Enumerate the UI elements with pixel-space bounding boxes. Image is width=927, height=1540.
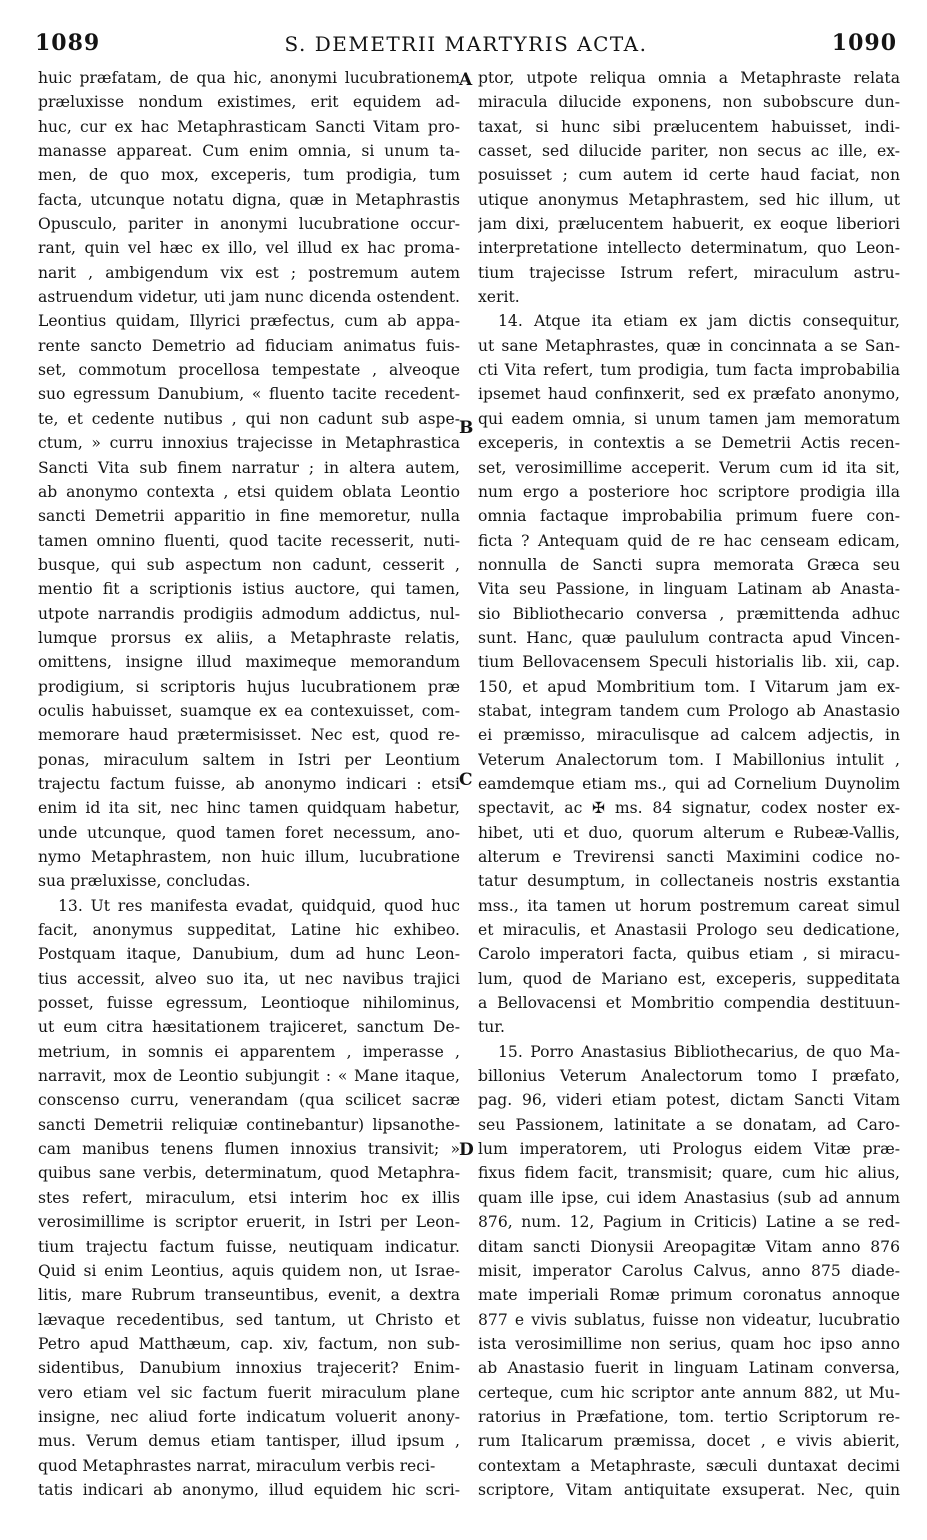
text-line: utpote narrandis prodigiis admodum addictus, nul- — [38, 604, 460, 623]
text-line: huc, cur ex hac Metaphrasticam Sancti Vitam pro- — [38, 117, 460, 136]
margin-letter-c: C — [459, 770, 473, 790]
text-line: huic præfatam, de qua hic, anonymi lucubrationem — [38, 69, 460, 87]
text-line: ab anonymo contexta , etsi quidem oblata Leontio — [38, 482, 460, 501]
page-header — [35, 30, 897, 62]
text-line: Vita seu Passione, in linguam Latinam ab Anasta- — [478, 580, 900, 599]
text-line: pag. 96, videri etiam potest, dictam Sancti Vitam — [478, 1091, 900, 1110]
text-line: scriptore, Vitam antiquitate exsuperat. Nec, quin — [478, 1480, 900, 1499]
text-line: tium trajecisse Istrum refert, miraculum astru- — [478, 263, 900, 282]
text-line: ratorius in Præfatione, tom. tertio Scriptorum re- — [478, 1407, 900, 1426]
text-line: certeque, cum hic scriptor ante annum 882, ut Mu- — [478, 1383, 900, 1402]
text-line: alterum e Trevirensi sancti Maximini codice no- — [478, 848, 900, 866]
text-line: utique anonymus Metaphrastem, sed hic illum, ut — [478, 190, 900, 209]
text-line: conscenso curru, venerandam (qua scilicet sacræ — [38, 1091, 460, 1110]
text-line: lumque prorsus ex aliis, a Metaphraste relatis, — [38, 628, 460, 647]
text-line: Postquam itaque, Danubium, dum ad hunc Leon- — [38, 945, 460, 964]
text-line: sio Bibliothecario conversa , præmittenda adhuc — [478, 604, 900, 623]
text-line: spectavit, ac ✠ ms. 84 signatur, codex noster ex- — [478, 799, 900, 818]
text-line: xerit. — [478, 288, 520, 307]
text-line: facit, anonymus suppeditat, Latine hic exhibeo. — [38, 921, 460, 940]
text-line: mate imperiali Romæ primum coronatus annoque — [478, 1286, 900, 1305]
text-line: tatis indicari ab anonymo, illud equidem hic scri- — [38, 1480, 460, 1499]
text-line: quam ille ipse, cui idem Anastasius (sub ad annum — [478, 1188, 900, 1207]
text-line: busque, qui sub aspectum non cadunt, cesserit , — [38, 555, 460, 574]
text-line: sidentibus, Danubium innoxius trajecerit? Enim- — [38, 1359, 460, 1378]
text-line: narit , ambigendum vix est ; postremum autem — [38, 263, 460, 282]
text-line: suo egressum Danubium, « fluento tacite recedent- — [38, 385, 460, 404]
text-line: quod Metaphrastes narrat, miraculum verbis reci- — [38, 1456, 436, 1475]
text-line: 13. Ut res manifesta evadat, quidquid, quod huc — [58, 896, 460, 915]
text-line: cti Vita refert, tum prodigia, tum facta improbabilia — [478, 361, 900, 380]
text-line: ctum, » curru innoxius trajecisse in Metaphrastica — [38, 434, 460, 453]
text-line: ponas, miraculum saltem in Istri per Leontium — [38, 750, 460, 769]
text-line: posuisset ; cum autem id certe haud faciat, non — [478, 166, 900, 185]
text-line: stabat, integram tandem cum Prologo ab Anastasio — [478, 701, 900, 720]
text-line: ipsemet haud confinxerit, sed ex præfato anonymo, — [478, 385, 900, 404]
page-number-left: 1089 — [35, 30, 101, 56]
text-line: mus. Verum demus etiam tantisper, illud ipsum , — [38, 1432, 460, 1451]
page-number-right: 1090 — [831, 30, 897, 56]
text-line: billonius Veterum Analectorum tomo I præfato, — [478, 1067, 900, 1086]
text-line: trajectu factum fuisse, ab anonymo indicari : etsi — [38, 774, 460, 793]
text-line: ficta ? Antequam quid de re hac censeam edicam, — [478, 531, 900, 550]
text-line: ista verosimillime non serius, quam hoc ipso anno — [478, 1334, 900, 1353]
text-line: misit, imperator Carolus Calvus, anno 875 diade- — [478, 1261, 900, 1280]
text-line: Leontius quidam, Illyrici præfectus, cum ab appa- — [38, 312, 460, 331]
margin-letter-a: A — [459, 70, 473, 90]
text-line: casset, sed dilucide pariter, non secus ac ille, ex- — [478, 142, 900, 161]
text-line: oculis habuisset, suamque ex ea contexuisset, com- — [38, 701, 460, 720]
text-line: a Bellovacensi et Mombritio compendia destituun- — [478, 994, 900, 1013]
text-line: fixus fidem facit, transmisit; quare, cum hic alius, — [478, 1164, 900, 1183]
text-line: mss., ita tamen ut horum postremum careat simul — [478, 896, 900, 915]
left-text-column — [38, 66, 460, 1526]
text-line: manasse appareat. Cum enim omnia, si unum ta- — [38, 142, 460, 161]
text-line: et miraculis, et Anastasii Prologo seu dedicatione, — [478, 921, 900, 940]
text-line: memorare haud prætermisisset. Nec est, quod re- — [38, 726, 460, 745]
text-line: Opusculo, pariter in anonymi lucubratione occur- — [38, 215, 460, 234]
text-line: Sancti Vita sub finem narratur ; in altera autem, — [38, 458, 460, 477]
text-line: nymo Metaphrastem, non huic illum, lucubratione — [38, 848, 460, 866]
text-line: prodigium, si scriptoris hujus lucubrationem præ — [38, 677, 460, 696]
text-line: rente sancto Demetrio ad fiduciam animatus fuis- — [38, 336, 460, 355]
text-line: sancti Demetrii apparitio in fine memoretur, nulla — [38, 507, 460, 526]
text-line: num ergo a posteriore hoc scriptore prodigia illa — [478, 482, 900, 501]
text-line: lævaque recedentibus, sed tantum, ut Christo et — [38, 1310, 460, 1329]
text-line: qui eadem omnia, si unum tamen jam memoratum — [478, 409, 900, 428]
text-line: 15. Porro Anastasius Bibliothecarius, de quo Ma- — [498, 1042, 900, 1061]
text-line: ut sane Metaphrastes, quæ in concinnata a se San- — [478, 336, 900, 355]
text-line: verosimillime is scriptor eruerit, in Istri per Leon- — [38, 1213, 460, 1232]
text-line: sancti Demetrii reliquiæ continebantur) lipsanothe- — [38, 1115, 460, 1134]
text-line: facta, utcunque notatu digna, quæ in Metaphrastis — [38, 190, 460, 209]
text-line: Quid si enim Leontius, aquis quidem non, ut Israe- — [38, 1261, 460, 1280]
text-line: sua præluxisse, concludas. — [38, 872, 251, 891]
text-line: ditam sancti Dionysii Areopagitæ Vitam anno 876 — [478, 1237, 900, 1256]
text-line: tius accessit, alveo suo ita, ut nec navibus trajici — [38, 969, 460, 988]
text-line: tamen omnino fluenti, quod tacite recesserit, nuti- — [38, 531, 460, 550]
text-line: 14. Atque ita etiam ex jam dictis consequitur, — [498, 312, 900, 331]
text-line: te, et cedente nutibus , qui non cadunt sub aspe- — [38, 409, 460, 428]
text-line: tur. — [478, 1018, 506, 1037]
text-line: 877 e vivis sublatus, fuisse non videatur, lucubratio — [478, 1310, 900, 1329]
text-line: lum imperatorem, uti Prologus eidem Vitæ præ- — [478, 1140, 900, 1159]
text-line: unde utcunque, quod tamen foret necessum, ano- — [38, 823, 460, 842]
text-line: ab Anastasio fuerit in linguam Latinam conversa, — [478, 1359, 900, 1378]
text-line: Petro apud Matthæum, cap. xiv, factum, non sub- — [38, 1334, 460, 1353]
text-line: nonnulla de Sancti supra memorata Græca seu — [478, 555, 900, 574]
text-line: sunt. Hanc, quæ paululum contracta apud Vincen- — [478, 628, 900, 647]
text-line: taxat, si hunc sibi prælucentem habuisset, indi- — [478, 117, 900, 136]
text-line: seu Passionem, latinitate a se donatam, ad Caro- — [478, 1115, 900, 1134]
text-line: set, verosimillime acceperit. Verum cum id ita sit, — [478, 458, 900, 477]
text-line: eamdemque etiam ms., qui ad Cornelium Duynolim — [478, 774, 900, 793]
text-line: hibet, uti et duo, quorum alterum e Rubeæ-Vallis, — [478, 823, 900, 842]
text-line: 150, et apud Mombritium tom. I Vitarum jam ex- — [478, 677, 900, 696]
text-line: Carolo imperatori facta, quibus etiam , si miracu- — [478, 945, 900, 964]
text-line: tatur desumptum, in collectaneis nostris exstantia — [478, 872, 900, 891]
text-line: ei præmisso, miraculisque ad calcem adjectis, in — [478, 726, 900, 745]
text-line: set, commotum procellosa tempestate , alveoque — [38, 361, 460, 380]
margin-letter-d: D — [459, 1140, 474, 1160]
text-line: miracula dilucide exponens, non subobscure dun- — [478, 93, 900, 112]
text-line: tium trajectu factum fuisse, neutiquam indicatur. — [38, 1237, 460, 1256]
text-line: tium Bellovacensem Speculi historialis lib. xii, cap. — [478, 653, 900, 672]
text-line: omnia factaque improbabilia primum fuere con- — [478, 507, 900, 526]
text-line: mentio fit a scriptionis istius auctore, qui tamen, — [38, 580, 460, 599]
text-line: astruendum videtur, uti jam nunc dicenda ostendent. — [38, 288, 460, 307]
text-line: interpretatione intellecto determinatum, quo Leon- — [478, 239, 900, 258]
text-line: rant, quin vel hæc ex illo, vel illud ex hac proma- — [38, 239, 460, 258]
text-line: ptor, utpote reliqua omnia a Metaphraste relata — [478, 69, 900, 87]
text-line: insigne, nec aliud forte indicatum voluerit anony- — [38, 1407, 460, 1426]
text-line: men, de quo mox, exceperis, tum prodigia, tum — [38, 166, 460, 185]
text-line: ut eum citra hæsitationem trajiceret, sanctum De- — [38, 1018, 460, 1037]
text-line: lum, quod de Mariano est, exceperis, suppeditata — [478, 969, 900, 988]
text-line: cam manibus tenens flumen innoxius transivit; » — [38, 1140, 460, 1159]
text-line: vero etiam vel sic factum fuerit miraculum plane — [38, 1383, 460, 1402]
text-line: litis, mare Rubrum transeuntibus, evenit, a dextra — [38, 1286, 460, 1305]
text-line: jam dixi, prælucentem habuerit, ex eoque liberiori — [478, 215, 900, 234]
text-line: rum Italicarum præmissa, docet , e vivis abierit, — [478, 1432, 900, 1451]
text-line: narravit, mox de Leontio subjungit : « Mane itaque, — [38, 1067, 460, 1086]
text-line: 876, num. 12, Pagium in Criticis) Latine a se red- — [478, 1213, 900, 1232]
text-line: enim id ita sit, nec hinc tamen quidquam habetur, — [38, 799, 460, 818]
text-line: quibus sane verbis, determinatum, quod Metaphra- — [38, 1164, 460, 1183]
right-text-column — [478, 66, 900, 1526]
text-line: præluxisse nondum existimes, erit equidem ad- — [38, 93, 460, 112]
text-line: omittens, insigne illud maximeque memorandum — [38, 653, 460, 672]
text-line: posset, fuisse egressum, Leontioque nihilominus, — [38, 994, 460, 1013]
text-line: Veterum Analectorum tom. I Mabillonius intulit , — [478, 750, 900, 769]
text-line: contextam a Metaphraste, sæculi duntaxat decimi — [478, 1456, 900, 1475]
text-line: exceperis, in contextis a se Demetrii Actis recen- — [478, 434, 900, 453]
text-line: stes refert, miraculum, etsi interim hoc ex illis — [38, 1188, 460, 1207]
text-line: metrium, in somnis ei apparentem , imperasse , — [38, 1042, 460, 1061]
running-title: S. DEMETRII MARTYRIS ACTA. — [284, 32, 648, 56]
margin-letter-b: B — [459, 418, 474, 438]
